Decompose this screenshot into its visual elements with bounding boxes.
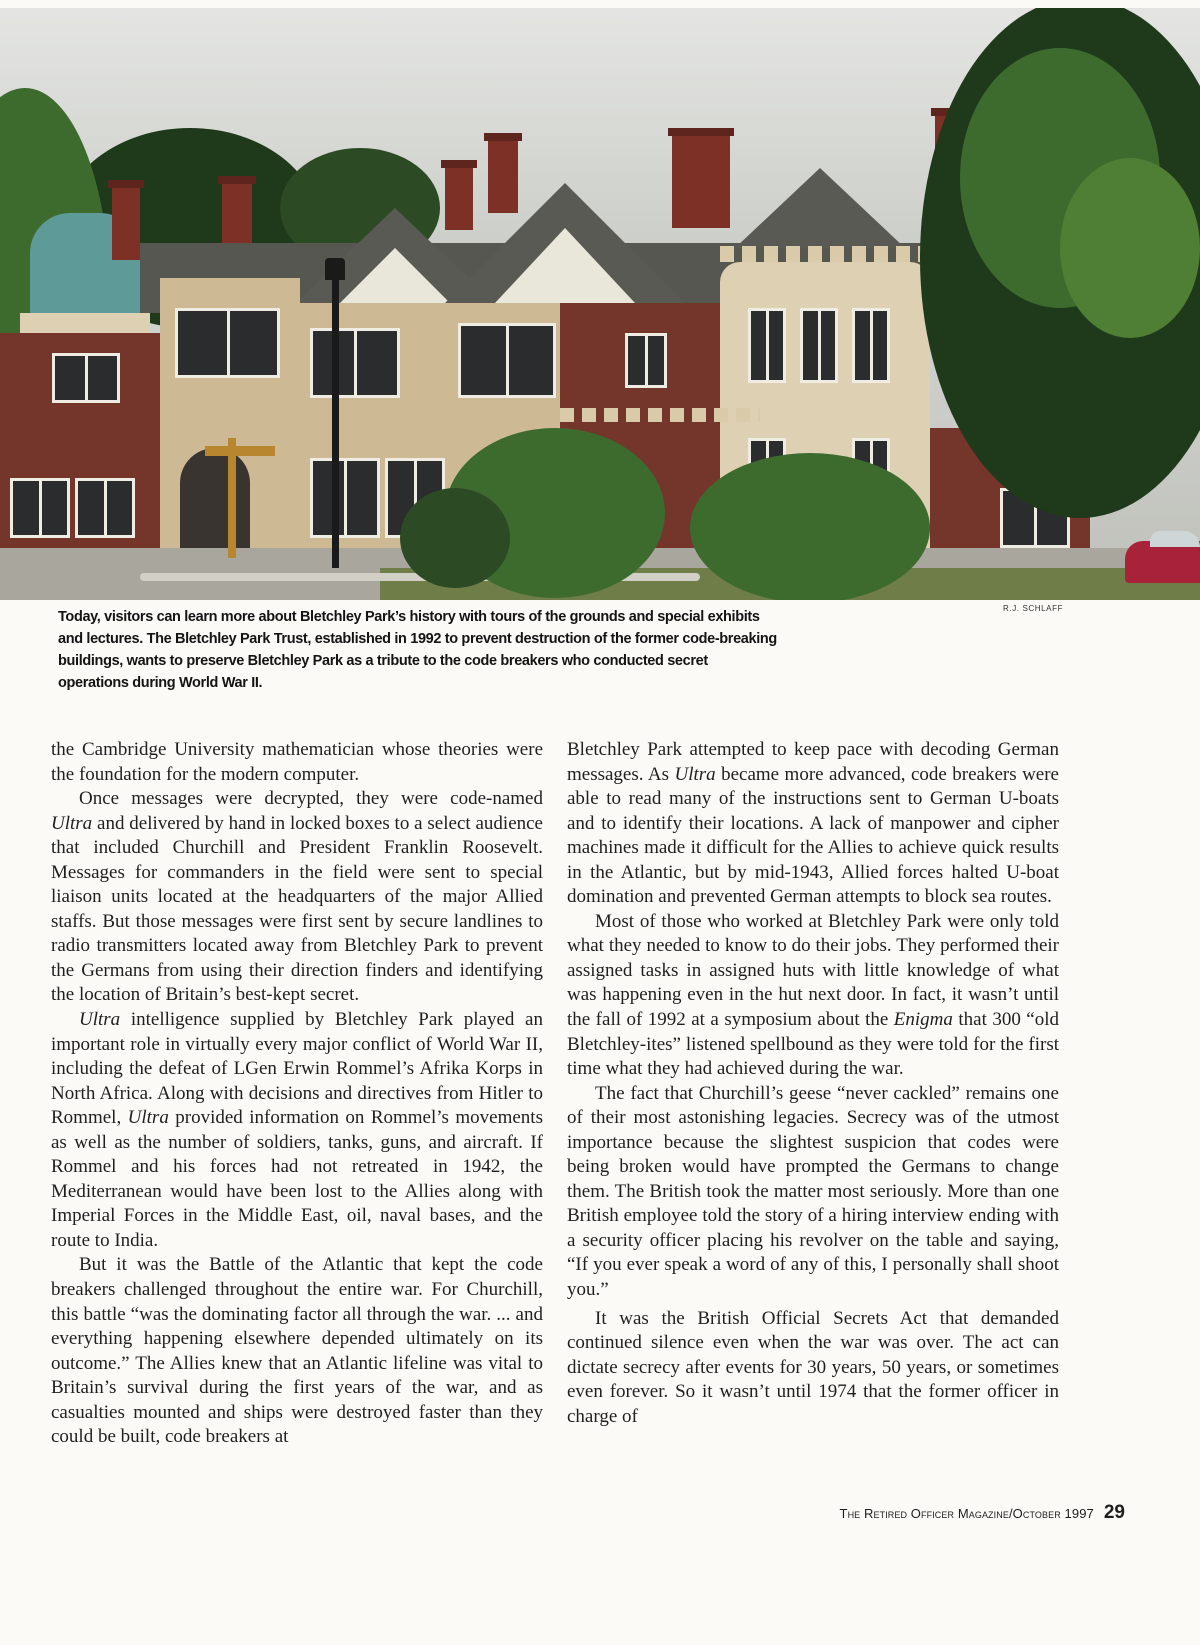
paragraph: Once messages were decrypted, they were code-named Ultra and delivered by hand in locked boxes to a select audience that included Churchill and President Franklin Roosevelt. Messages for commanders in the field were sent to special liaison units located at the headquarters of the major Allied staffs. But those messages were first sent by secure landlines to radio transmitters located away from Bletchley Park to prevent the Germans from using their direction finders and identifying the location of Britain’s best-kept secret. [51, 788, 543, 1006]
photo-lamp-post [332, 263, 339, 568]
photo-window [748, 308, 786, 383]
photo-shrub [690, 453, 930, 600]
photo-window [458, 323, 556, 398]
photo-window [800, 308, 838, 383]
paragraph: But it was the Battle of the Atlantic that kept the code breakers challenged throughout the entire war. For Churchill, this battle “was the dominating factor all through the war. ... and everything happening elsewhere depended ultimately on its outcome.” The Allies knew that an Atlantic lifeline was vital to Britain’s survival during the first years of the war, and as casualties mounted and ships were destroyed faster than they could be built, code breakers at [51, 1254, 543, 1448]
photo-parapet [560, 408, 760, 422]
paragraph: Most of those who worked at Bletchley Park were only told what they needed to know to do their jobs. They performed their assigned tasks in assigned huts with little knowledge of what was happening even in the hut next door. In fact, it wasn’t until the fall of 1992 at a symposium about the Enigma that 300 “old Bletchley-ites” listened spellbound as they were told for the first time what they had achieved during the war. [567, 910, 1059, 1080]
paragraph: the Cambridge University mathematician whose theories were the foundation for the modern computer. [51, 739, 543, 785]
photo-caption: Today, visitors can learn more about Bletchley Park’s history with tours of the grounds and special exhibits and lectures. The Bletchley Park Trust, established in 1992 to prevent destruction of the former code-breaking buildings, wants to preserve Bletchley Park as a tribute to the code breakers who conducted secret operations during World War II. [58, 609, 777, 691]
article-column-left [51, 738, 543, 1450]
photo-signpost [228, 438, 236, 558]
photo-shrub [400, 488, 510, 588]
photo-window [625, 333, 667, 388]
photo-lamp-head [325, 258, 345, 280]
magazine-name: The Retired Officer Magazine/October 1997 [839, 1506, 1094, 1521]
page-number: 29 [1103, 1502, 1125, 1523]
photo-car [1125, 541, 1200, 583]
photo-window [52, 353, 120, 403]
paragraph: The fact that Churchill’s geese “never cackled” remains one of their most astonishing legacies. Secrecy was of the utmost importance because the slightest suspicion that codes were being broken would have prompted the Germans to change them. The British took the matter most seriously. More than one British employee told the story of a hiring interview ending with a security officer placing his revolver on the table and saying, “If you ever speak a word of any of this, I personally shall shoot you.” [567, 1082, 1059, 1301]
photo-entrance-arch [180, 448, 250, 548]
photo-car-window [1150, 531, 1200, 547]
photo-window [310, 458, 380, 538]
paragraph: Ultra intelligence supplied by Bletchley Park played an important role in virtually every major conflict of World War II, including the defeat of LGen Erwin Rommel’s Afrika Korps in North Africa. Along with decisions and directives from Hitler to Rommel, Ultra provided information on Rommel’s movements as well as the number of soldiers, tanks, guns, and aircraft. If Rommel and his forces had not retreated in 1942, the Mediterranean would have been lost to the Allies along with Imperial Forces in the Middle East, oil, naval bases, and the route to India. [51, 1009, 543, 1251]
photo-chimney [112, 180, 140, 260]
photo-credit: R.J. SCHLAFF [1003, 604, 1064, 613]
photo-bletchley-park-mansion [0, 8, 1200, 600]
article-column-right [567, 738, 1059, 1429]
photo-gable [495, 228, 635, 303]
photo-gable [335, 248, 455, 308]
photo-window [310, 328, 400, 398]
photo-window [10, 478, 70, 538]
photo-gable [735, 168, 905, 248]
photo-window [75, 478, 135, 538]
photo-signpost-arm [205, 446, 275, 456]
paragraph: Bletchley Park attempted to keep pace with decoding German messages. As Ultra became more advanced, code breakers were able to read many of the instructions sent to German U-boats and to identify their locations. A lack of manpower and cipher machines made it difficult for the Allies to achieve quick results in the Atlantic, but by mid-1943, Allied forces halted U-boat domination and prevented German attempts to block sea routes. [567, 739, 1059, 908]
photo-window [852, 308, 890, 383]
page-footer [800, 1502, 1125, 1524]
photo-stone-band [20, 313, 150, 335]
photo-tree [1060, 158, 1200, 338]
photo-window [175, 308, 280, 378]
photo-chimney [222, 176, 252, 246]
photo-parapet [720, 246, 930, 262]
paragraph: It was the British Official Secrets Act that demanded continued silence even when the war was over. The act can dictate secrecy after events for 30 years, 50 years, or sometimes even forever. So it wasn’t until 1974 that the former officer in charge of [567, 1307, 1059, 1427]
